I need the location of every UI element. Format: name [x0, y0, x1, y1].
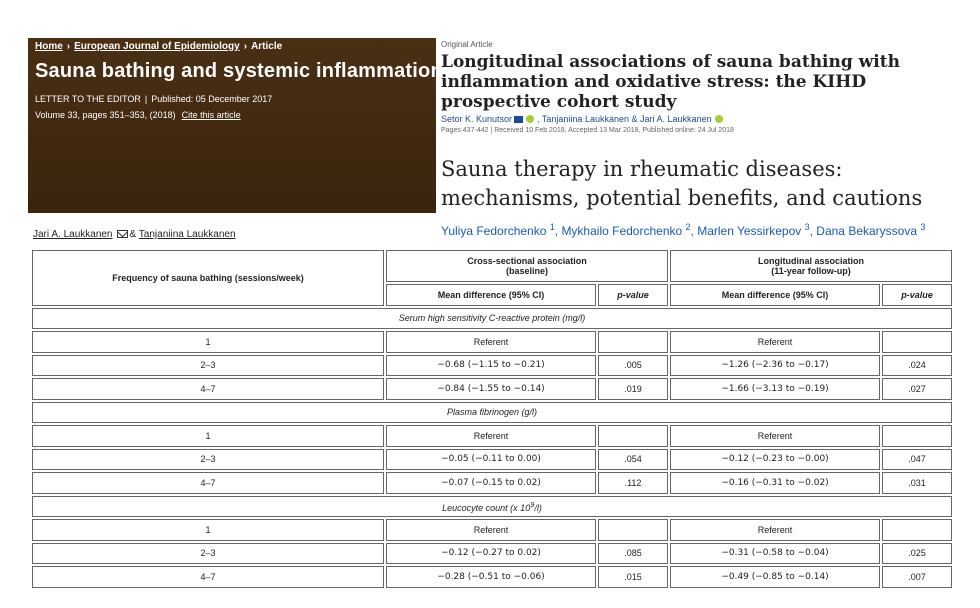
lg-p-cell: .007: [882, 566, 952, 588]
lg-p-cell: [882, 331, 952, 353]
cross-sectional-subtitle: (baseline): [506, 266, 549, 276]
volume-info: Volume 33, pages 351–353, (2018): [35, 110, 176, 120]
section-label-end: /l): [534, 502, 542, 513]
cs-md-cell: Referent: [386, 331, 596, 353]
freq-cell: 1: [32, 425, 384, 447]
cs-p-cell: .015: [598, 566, 668, 588]
lg-p-cell: .047: [882, 449, 952, 471]
affiliation-sup[interactable]: 2: [685, 222, 691, 232]
cross-sectional-header: [386, 250, 668, 282]
lg-p-cell: .024: [882, 355, 952, 377]
longitudinal-subtitle: (11-year follow-up): [771, 266, 851, 276]
author-link[interactable]: Setor K. Kunutsor: [441, 114, 513, 124]
breadcrumb-chevron-icon: ›: [243, 41, 248, 52]
lg-md-cell: −0.12 (−0.23 to −0.00): [670, 449, 880, 471]
cs-md-cell: Referent: [386, 425, 596, 447]
publish-date: Published: 05 December 2017: [151, 94, 273, 104]
author-separator: &: [631, 114, 638, 124]
affiliation-sup[interactable]: 3: [920, 222, 926, 232]
lg-mean-diff-header: Mean difference (95% CI): [670, 284, 880, 306]
freq-cell: 1: [32, 331, 384, 353]
article2-pub-info: Pages 437-442 | Received 10 Feb 2018, Accepted 13 Mar 2018, Published online: 24 Jul 2018: [441, 127, 734, 134]
author-separator: &: [129, 229, 137, 240]
longitudinal-title: Longitudinal association: [758, 256, 865, 266]
cs-md-cell: −0.12 (−0.27 to 0.02): [386, 543, 596, 565]
lg-md-cell: −0.16 (−0.31 to −0.02): [670, 472, 880, 494]
section-label-sup: 9: [530, 499, 535, 509]
table-row: [32, 449, 952, 471]
section-label-crp: Serum high sensitivity C-reactive protein (mg/l): [32, 308, 952, 330]
frequency-header: Frequency of sauna bathing (sessions/week): [32, 250, 384, 306]
table-row: [32, 425, 952, 447]
lg-p-cell: .025: [882, 543, 952, 565]
freq-cell: 4–7: [32, 566, 384, 588]
article3: [441, 155, 976, 238]
freq-cell: 4–7: [32, 472, 384, 494]
article1-header: [28, 38, 443, 213]
cs-mean-diff-header: Mean difference (95% CI): [386, 284, 596, 306]
author-separator: ,: [537, 114, 540, 124]
cs-p-cell: .019: [598, 378, 668, 400]
affiliation-sup[interactable]: 3: [804, 222, 810, 232]
article1-title: Sauna bathing and systemic inflammation: [35, 60, 443, 82]
freq-cell: 2–3: [32, 449, 384, 471]
lg-p-cell: .027: [882, 378, 952, 400]
lg-md-cell: −0.49 (−0.85 to −0.14): [670, 566, 880, 588]
lg-md-cell: −1.66 (−3.13 to −0.19): [670, 378, 880, 400]
article1-authors: [33, 229, 236, 240]
article3-title: Sauna therapy in rheumatic diseases: mechanisms, potential benefits, and cautions: [441, 157, 923, 210]
article3-authors: Yuliya Fedorchenko $^1$, Mykhailo Fedorchenko $^2$, Marlen Yessirkepov $^3$, Dana Bekaryssova $^3$: [441, 222, 926, 238]
lg-md-cell: −1.26 (−2.36 to −0.17): [670, 355, 880, 377]
freq-cell: 2–3: [32, 355, 384, 377]
table-row: [32, 378, 952, 400]
author-link[interactable]: Jari A. Laukkanen: [640, 114, 712, 124]
section-label-leucocyte: [32, 496, 952, 518]
cs-p-cell: .085: [598, 543, 668, 565]
section-row: [32, 308, 952, 330]
breadcrumb-journal-link[interactable]: European Journal of Epidemiology: [74, 41, 240, 52]
table-row: [32, 472, 952, 494]
pvalue-label: p-value: [901, 289, 933, 300]
table-row: [32, 543, 952, 565]
lg-md-cell: Referent: [670, 425, 880, 447]
breadcrumb-chevron-icon: ›: [66, 41, 71, 52]
lg-p-cell: .031: [882, 472, 952, 494]
mail-icon[interactable]: [514, 116, 523, 123]
breadcrumb-current: Article: [251, 41, 283, 52]
lg-md-cell: −0.31 (−0.58 to −0.04): [670, 543, 880, 565]
author-link[interactable]: Marlen Yessirkepov: [697, 224, 802, 238]
cs-p-cell: [598, 331, 668, 353]
section-label-fibrinogen: Plasma fibrinogen (g/l): [32, 402, 952, 424]
breadcrumb: [35, 41, 429, 52]
cs-p-cell: .005: [598, 355, 668, 377]
cs-md-cell: −0.05 (−0.11 to 0.00): [386, 449, 596, 471]
mail-icon[interactable]: [117, 230, 128, 238]
author-link[interactable]: Yuliya Fedorchenko: [441, 224, 547, 238]
affiliation-sup[interactable]: 1: [549, 222, 555, 232]
breadcrumb-home-link[interactable]: Home: [35, 41, 63, 52]
cs-p-cell: [598, 519, 668, 541]
cs-p-cell: [598, 425, 668, 447]
author-link[interactable]: Tanjaniina Laukkanen: [541, 114, 629, 124]
longitudinal-header: [670, 250, 952, 282]
cs-md-cell: −0.28 (−0.51 to −0.06): [386, 566, 596, 588]
cs-pvalue-header: [598, 284, 668, 306]
freq-cell: 1: [32, 519, 384, 541]
cross-sectional-title: Cross-sectional association: [467, 256, 587, 266]
author-link[interactable]: Mykhailo Fedorchenko: [561, 224, 683, 238]
table-row: [32, 566, 952, 588]
table-row: [32, 355, 952, 377]
table-row: [32, 519, 952, 541]
article2: [441, 40, 976, 134]
cs-md-cell: −0.07 (−0.15 to 0.02): [386, 472, 596, 494]
article-kind: Original Article: [441, 40, 493, 49]
author-link[interactable]: Dana Bekaryssova: [816, 224, 918, 238]
section-row: [32, 496, 952, 518]
cs-p-cell: .054: [598, 449, 668, 471]
author-link[interactable]: Tanjaniina Laukkanen: [138, 229, 236, 240]
lg-md-cell: Referent: [670, 331, 880, 353]
lg-md-cell: Referent: [670, 519, 880, 541]
lg-p-cell: [882, 519, 952, 541]
results-table: [30, 248, 954, 590]
cite-article-link[interactable]: Cite this article: [181, 110, 241, 120]
lg-pvalue-header: [882, 284, 952, 306]
article1-meta-type: LETTER TO THE EDITOR | Published: 05 December 2017: [35, 94, 273, 104]
orcid-icon[interactable]: [715, 115, 723, 123]
cs-md-cell: −0.68 (−1.15 to −0.21): [386, 355, 596, 377]
cs-md-cell: −0.84 (−1.55 to −0.14): [386, 378, 596, 400]
article1-meta-volume: [35, 110, 429, 120]
author-link[interactable]: Jari A. Laukkanen: [33, 229, 113, 240]
article2-title: Longitudinal associations of sauna bathing with inflammation and oxidative stress: the KIHD prospective cohort study: [441, 52, 900, 112]
freq-cell: 4–7: [32, 378, 384, 400]
pvalue-label: p-value: [617, 289, 649, 300]
table-row: [32, 331, 952, 353]
cs-p-cell: .112: [598, 472, 668, 494]
cs-md-cell: Referent: [386, 519, 596, 541]
article-type: LETTER TO THE EDITOR: [35, 94, 141, 104]
section-label-text: Leucocyte count (x 10: [442, 502, 531, 513]
orcid-icon[interactable]: [526, 115, 534, 123]
freq-cell: 2–3: [32, 543, 384, 565]
lg-p-cell: [882, 425, 952, 447]
article2-authors: [441, 114, 976, 124]
section-row: [32, 402, 952, 424]
